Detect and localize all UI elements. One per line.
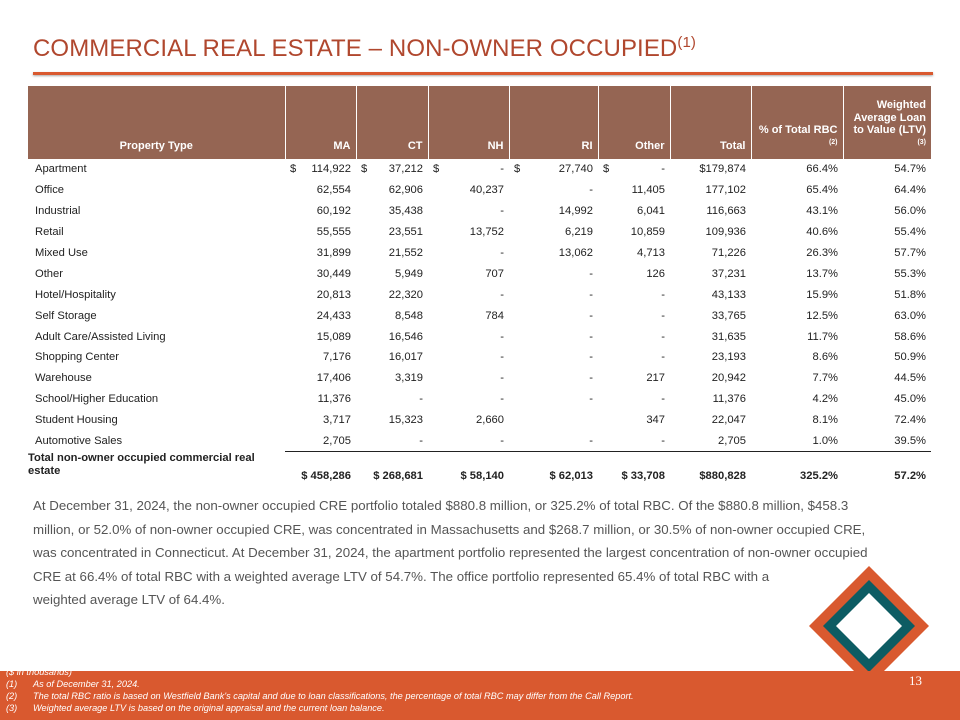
table-cell: 72.4%: [894, 414, 926, 427]
summary-line: million, or 52.0% of non-owner occupied CRE, was concentrated in Massachusetts and $268.7 million, or 30.5% of non-owner occupied CRE,: [33, 521, 866, 537]
table-cell: -: [500, 351, 504, 364]
table-cell: 35,438: [388, 205, 423, 218]
footnote-units: ($ in thousands): [6, 667, 72, 677]
table-cell: -: [500, 372, 504, 385]
table-cell: 64.4%: [894, 184, 926, 197]
table-cell: -: [589, 267, 593, 280]
table-cell: 8.1%: [812, 414, 838, 427]
table-cell: 66.4%: [806, 163, 838, 176]
table-cell: 15,323: [388, 414, 423, 427]
table-row: [28, 305, 931, 326]
row-label: Other: [35, 267, 63, 280]
header-ma: MA: [285, 86, 356, 159]
table-cell: -: [589, 288, 593, 301]
title-divider: [33, 72, 933, 75]
table-cell: 13.7%: [806, 267, 838, 280]
table-cell: 1.0%: [751, 431, 843, 452]
currency-symbol: $: [603, 163, 610, 176]
currency-symbol: $: [290, 163, 297, 176]
total-label: Total non-owner occupied commercial real estate: [28, 451, 255, 477]
table-cell: 3,717: [323, 414, 351, 427]
table-row: [28, 243, 931, 264]
table-cell: -: [589, 309, 593, 322]
total-cell: $ 58,140: [460, 470, 504, 483]
table-cell: 26.3%: [806, 247, 838, 259]
table-row: [28, 222, 931, 243]
table-cell: 30,449: [316, 267, 351, 280]
table-cell: 39.5%: [843, 431, 931, 452]
table-cell: 707: [485, 267, 504, 280]
row-label: Mixed Use: [35, 247, 88, 259]
table-cell: 21,552: [388, 247, 423, 259]
table-cell: -: [589, 184, 593, 197]
header-ri: RI: [509, 86, 598, 159]
table-cell: 2,705: [285, 431, 356, 452]
footnote-item: (3) Weighted average LTV is based on the original appraisal and the current loan balance.: [6, 703, 385, 713]
table-cell: 31,635: [711, 330, 746, 343]
cre-table: [28, 86, 931, 496]
table-cell: -: [419, 393, 423, 406]
header-pct-rbc: % of Total RBC $^{(2)}$: [751, 86, 843, 159]
table-cell: 4,713: [637, 247, 665, 259]
table-cell: 5,949: [395, 267, 423, 280]
table-cell: -: [661, 351, 665, 364]
table-cell: 4.2%: [812, 393, 838, 406]
table-row: [28, 180, 931, 201]
table-cell: 6,041: [637, 205, 665, 218]
table-cell: 62,554: [316, 184, 351, 197]
table-cell: 54.7%: [894, 163, 926, 176]
page-number: 13: [909, 673, 922, 688]
page-title: [33, 34, 696, 63]
table-cell: 784: [485, 309, 504, 322]
table-cell: 40,237: [469, 184, 504, 197]
table-body: [28, 159, 931, 496]
header-total: Total: [670, 86, 751, 159]
table-cell: 11,405: [631, 184, 665, 197]
table-row: [28, 263, 931, 284]
total-cell: 325.2%: [800, 470, 838, 483]
table-cell: 57.7%: [894, 247, 926, 259]
total-cell: 57.2%: [894, 470, 926, 483]
table-cell: 109,936: [705, 226, 746, 239]
table-cell: 15,089: [316, 330, 351, 343]
row-label: Hotel/Hospitality: [35, 288, 116, 301]
table-cell: $ -: [433, 163, 504, 176]
table-cell: -: [500, 205, 504, 218]
header-property-type: Property Type: [28, 86, 285, 159]
table-cell: -: [500, 247, 504, 259]
table-row: [28, 347, 931, 368]
header-ct: CT: [356, 86, 428, 159]
table-cell: 56.0%: [894, 205, 926, 218]
row-label: Student Housing: [35, 414, 118, 427]
table-cell: 58.6%: [894, 330, 926, 343]
table-cell: -: [428, 431, 509, 452]
table-cell: 60,192: [316, 205, 351, 218]
header-nh: NH: [428, 86, 509, 159]
table-cell: $ 114,922: [290, 163, 351, 176]
table-cell: 10,859: [630, 226, 665, 239]
summary-line: weighted average LTV of 64.4%.: [33, 592, 225, 607]
table-cell: -: [589, 393, 593, 406]
table-cell: 11.7%: [807, 330, 838, 343]
table-cell: -: [509, 431, 598, 452]
table-row: [28, 389, 931, 410]
table-cell: 12.5%: [806, 309, 838, 322]
row-label: School/Higher Education: [35, 393, 159, 406]
header-other: Other: [598, 86, 670, 159]
table-cell: -: [589, 372, 593, 385]
table-cell: 43,133: [711, 288, 746, 301]
summary-paragraph: [33, 494, 921, 612]
row-label: Apartment: [35, 163, 87, 176]
table-cell: -: [589, 330, 593, 343]
table-cell: -: [500, 393, 504, 406]
table-cell: -: [500, 330, 504, 343]
table-total-row: [28, 452, 931, 497]
row-label: Retail: [35, 226, 64, 239]
table-cell: -: [356, 431, 428, 452]
table-cell: 22,320: [388, 288, 423, 301]
table-cell: 2,660: [476, 414, 504, 427]
table-cell: 2,705: [670, 431, 751, 452]
table-cell: 40.6%: [806, 226, 838, 239]
table-cell: -: [598, 431, 670, 452]
total-cell: $ 62,013: [549, 470, 593, 483]
table-cell: 217: [646, 372, 665, 385]
table-cell: 44.5%: [894, 372, 926, 385]
table-cell: 62,906: [388, 184, 423, 197]
table-cell: 16,017: [388, 351, 423, 364]
total-cell: $ 458,286: [301, 470, 351, 483]
table-cell: 13,062: [558, 247, 593, 259]
table-cell: 65.4%: [806, 184, 838, 197]
table-cell: 7.7%: [812, 372, 838, 385]
table-row: [28, 326, 931, 347]
row-label: Warehouse: [35, 372, 92, 385]
table-cell: -: [589, 351, 593, 364]
total-cell: $ 268,681: [373, 470, 423, 483]
row-label: Shopping Center: [35, 351, 119, 364]
table-row: [28, 410, 931, 431]
table-cell: 11,376: [712, 393, 746, 406]
table-row: [28, 201, 931, 222]
table-row: [28, 368, 931, 389]
table-row: [28, 431, 931, 452]
table-cell: 17,406: [316, 372, 351, 385]
table-cell: 55,555: [316, 226, 351, 239]
footnotes: [6, 666, 634, 714]
table-cell: 71,226: [711, 247, 746, 259]
row-label: Automotive Sales: [35, 435, 123, 448]
table-cell: 55.4%: [894, 226, 926, 239]
table-cell: -: [661, 330, 665, 343]
table-cell: 43.1%: [806, 205, 838, 218]
row-label: Adult Care/Assisted Living: [35, 330, 166, 343]
table-cell: 8,548: [395, 309, 423, 322]
table-cell: 126: [646, 267, 665, 280]
table-header-row: [28, 86, 931, 159]
table-cell: 13,752: [469, 226, 504, 239]
table-cell: 116,663: [706, 205, 746, 218]
table-cell: $179,874: [699, 163, 746, 176]
total-cell: $ 33,708: [621, 470, 665, 483]
table-cell: 23,193: [711, 351, 746, 364]
currency-symbol: $: [433, 163, 440, 176]
currency-symbol: $: [361, 163, 368, 176]
table-cell: 31,899: [316, 247, 351, 259]
title-footnote-ref: (1): [677, 34, 697, 51]
page-title-text: COMMERCIAL REAL ESTATE – NON-OWNER OCCUPIED: [33, 35, 678, 62]
row-label: Office: [35, 184, 65, 197]
table-cell: 50.9%: [894, 351, 926, 364]
table-cell: 63.0%: [894, 309, 926, 322]
table-cell: 177,102: [705, 184, 746, 197]
table-cell: 8.6%: [812, 351, 838, 364]
table-cell: 22,047: [711, 414, 746, 427]
table-cell: 3,319: [395, 372, 423, 385]
total-cell: $880,828: [699, 470, 746, 483]
table-cell: 11,376: [317, 393, 351, 406]
table-row: [28, 159, 931, 180]
table-cell: 20,942: [711, 372, 746, 385]
table-cell: $ -: [603, 163, 665, 176]
table-cell: 16,546: [388, 330, 423, 343]
summary-line: At December 31, 2024, the non-owner occupied CRE portfolio totaled $880.8 million, or 325.2% of total RBC. Of the $880.8 million, $458.3: [33, 498, 849, 513]
table-cell: $ 37,212: [361, 163, 423, 176]
row-label: Industrial: [35, 205, 81, 218]
footer-bar: [0, 667, 960, 720]
table-cell: 55.3%: [894, 267, 926, 280]
table-cell: 6,219: [565, 226, 593, 239]
footnote-item: (1) As of December 31, 2024.: [6, 679, 140, 689]
table-cell: 7,176: [323, 351, 351, 364]
table-cell: 23,551: [388, 226, 423, 239]
table-cell: 45.0%: [894, 393, 926, 406]
table-cell: [509, 410, 598, 431]
summary-line: CRE at 66.4% of total RBC with a weighted average LTV of 54.7%. The office portfolio represented 65.4% of total RBC with a: [33, 568, 770, 584]
table-cell: 24,433: [316, 309, 351, 322]
table-cell: -: [500, 288, 504, 301]
table-cell: 14,992: [558, 205, 593, 218]
table-cell: 51.8%: [894, 288, 926, 301]
summary-line: was concentrated in Connecticut. At December 31, 2024, the apartment portfolio represented the largest concentration of non-owner occupied: [33, 545, 868, 560]
table-row: [28, 284, 931, 305]
table-cell: -: [661, 393, 665, 406]
row-label: Self Storage: [35, 309, 97, 322]
table-cell: 20,813: [316, 288, 351, 301]
table-cell: 33,765: [711, 309, 746, 322]
currency-symbol: $: [514, 163, 521, 176]
header-ltv: Weighted Average Loan to Value (LTV) $^{(3)}$: [843, 86, 931, 159]
table-cell: 347: [646, 414, 665, 427]
table-cell: 15.9%: [806, 288, 838, 301]
table-cell: -: [661, 288, 665, 301]
footnote-item: (2) The total RBC ratio is based on Westfield Bank's capital and due to loan classifications, the percentage of total RBC may differ from the Call Report.: [6, 691, 634, 701]
table-cell: 37,231: [711, 267, 746, 280]
table-cell: -: [661, 309, 665, 322]
table-cell: $ 27,740: [514, 163, 593, 176]
